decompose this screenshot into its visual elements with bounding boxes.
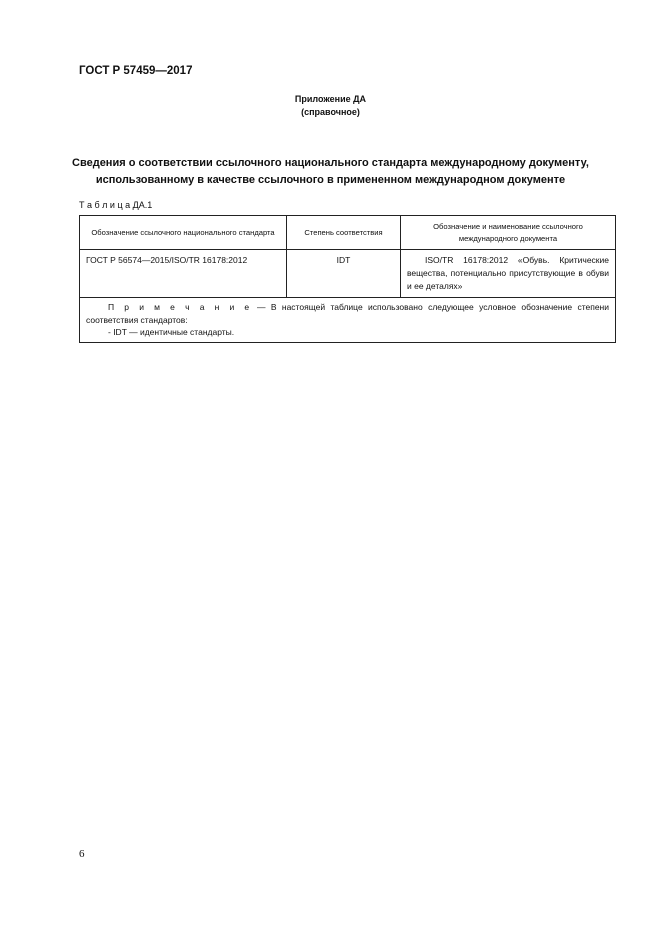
header-degree-of-conformity: Степень соответствия: [287, 216, 401, 250]
header-international-document: Обозначение и наименование ссылочного международного документа: [401, 216, 616, 250]
document-code: ГОСТ Р 57459—2017: [79, 65, 193, 77]
header-national-standard: Обозначение ссылочного национального стандарта: [80, 216, 287, 250]
cell-international-document: ISO/TR 16178:2012 «Обувь. Критические вещества, потенциально присутствующие в обуви и ее деталях»: [401, 250, 616, 298]
table-caption: Т а б л и ц а ДА.1: [79, 200, 153, 210]
note-paragraph: [86, 301, 609, 326]
table-row: [80, 250, 616, 298]
section-title-line-2: использованному в качестве ссылочного в примененном международном документе: [95, 174, 566, 186]
section-title-line-1: Сведения о соответствии ссылочного национального стандарта международному документу,: [72, 157, 589, 169]
appendix-subtitle: (справочное): [301, 107, 360, 117]
correspondence-table: [79, 215, 616, 343]
cell-degree-of-conformity: IDT: [287, 250, 401, 298]
section-title: [60, 155, 601, 189]
note-label: П р и м е ч а н и е: [108, 302, 252, 312]
table-note: [80, 298, 616, 343]
note-item: - IDT — идентичные стандарты.: [108, 327, 235, 337]
cell-national-standard: ГОСТ Р 56574—2015/ISO/TR 16178:2012: [80, 250, 287, 298]
table-header-row: [80, 216, 616, 250]
appendix-title: Приложение ДА: [294, 94, 367, 104]
page-number: 6: [79, 848, 85, 860]
table-note-row: [80, 298, 616, 343]
note-text: — В настоящей таблице использовано следующее условное обозначение степени соответствия стандартов:: [86, 302, 609, 325]
